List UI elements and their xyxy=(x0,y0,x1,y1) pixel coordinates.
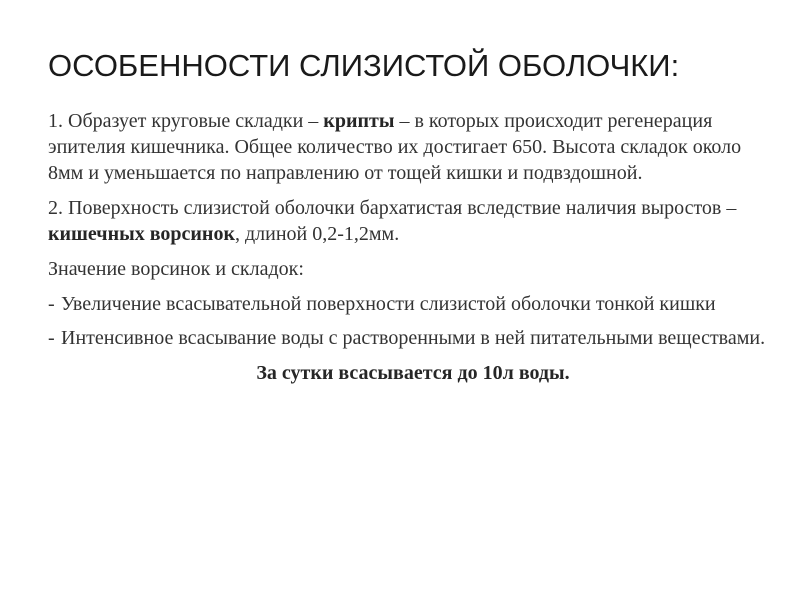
point-2-paragraph xyxy=(48,195,778,247)
point-2-bold-term: кишечных ворсинок xyxy=(48,223,235,245)
conclusion-text: За сутки всасывается до 10л воды. xyxy=(256,362,570,384)
slide-body xyxy=(48,108,778,386)
list-item-text: Увеличение всасывательной поверхности слизистой оболочки тонкой кишки xyxy=(61,293,716,315)
point-1-prefix: 1. Образует круговые складки – xyxy=(48,110,324,132)
dash-marker: - xyxy=(48,293,55,315)
list-item-text: Интенсивное всасывание воды с растворенными в ней питательными веществами. xyxy=(61,327,766,349)
point-2-prefix: 2. Поверхность слизистой оболочки бархатистая вследствие наличия выростов – xyxy=(48,197,737,219)
point-1-paragraph xyxy=(48,108,778,186)
significance-heading: Значение ворсинок и складок: xyxy=(48,258,304,280)
dash-marker: - xyxy=(48,327,55,349)
list-item xyxy=(48,291,778,317)
slide-title: ОСОБЕННОСТИ СЛИЗИСТОЙ ОБОЛОЧКИ: xyxy=(48,48,680,83)
list-item xyxy=(48,325,778,351)
point-1-suffix: – в которых происходит регенерация эпителия кишечника. Общее количество их достигает 650. Высота складок около 8мм и уменьшается по направлению от тощей кишки и подвздошной. xyxy=(48,110,742,184)
significance-list xyxy=(48,291,778,351)
point-2-suffix: , длиной 0,2-1,2мм. xyxy=(234,223,400,245)
point-1-bold-term: крипты xyxy=(323,110,395,132)
